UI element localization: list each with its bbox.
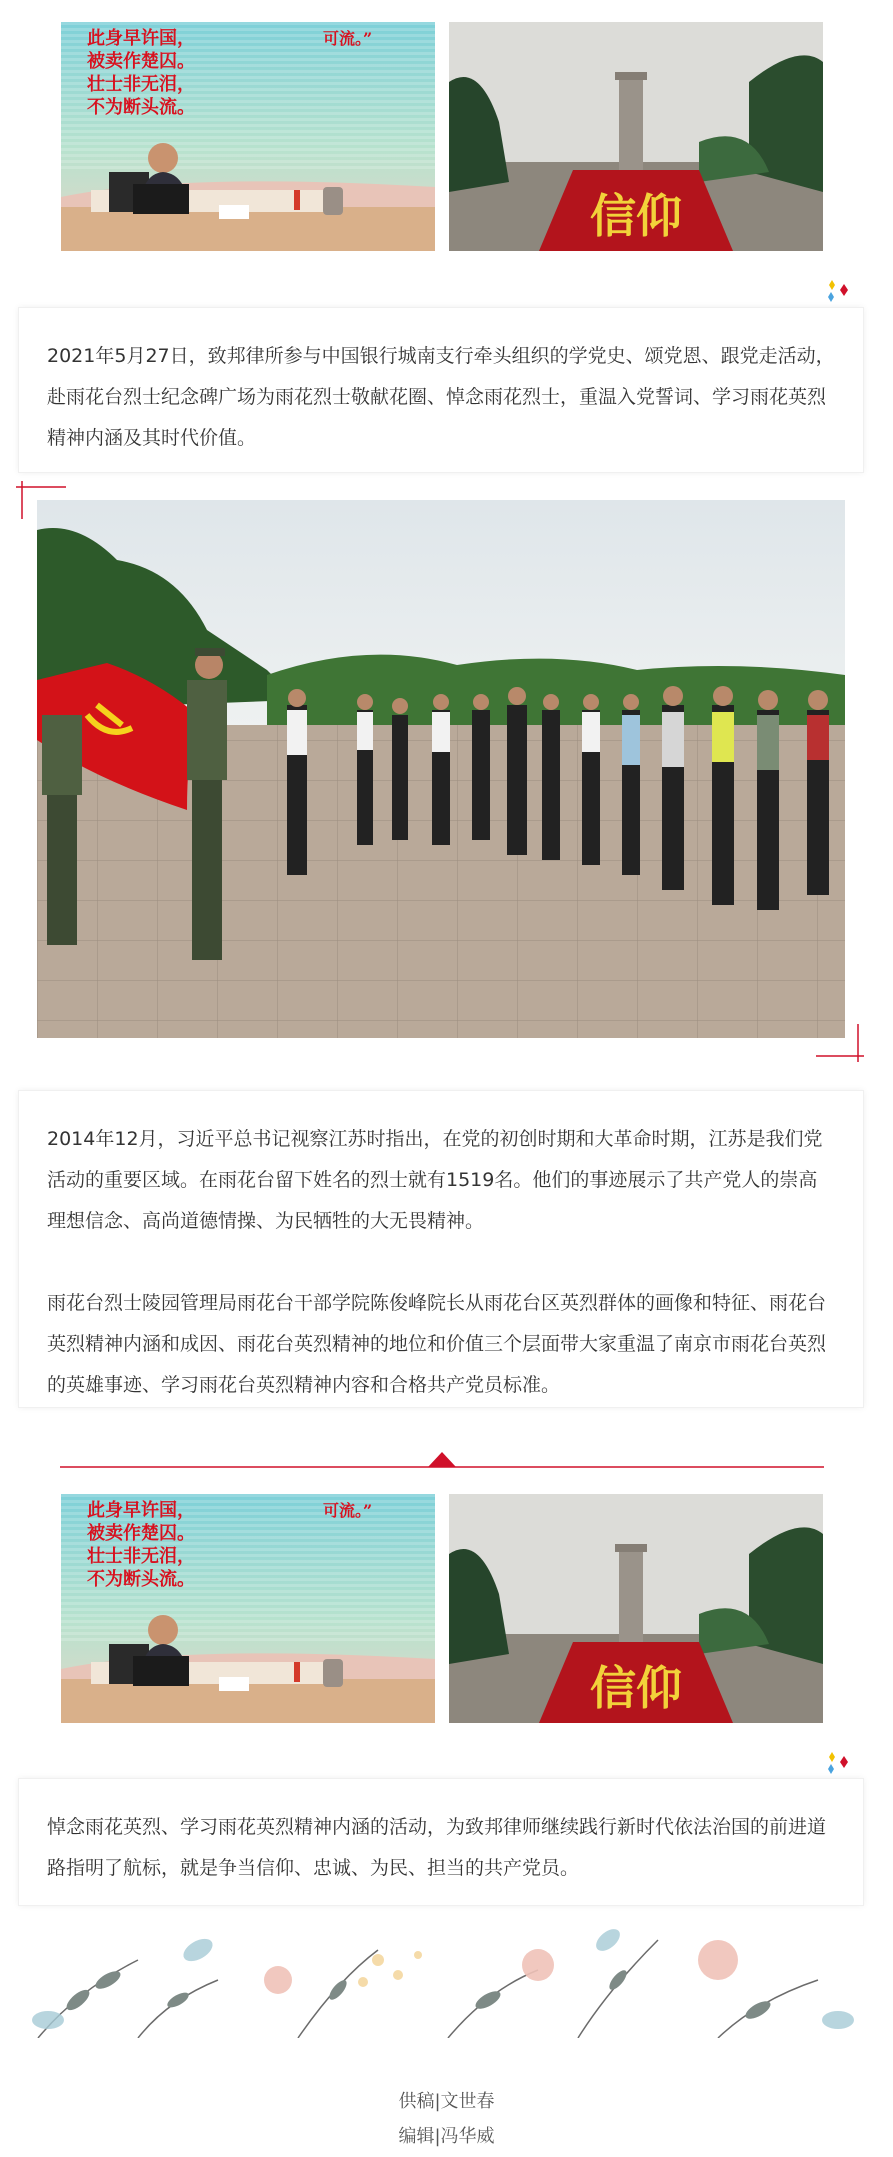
poem-line-4: 不为断头流。 <box>87 1569 195 1590</box>
speech-card <box>18 1090 864 1408</box>
intro-paragraph: 2021年5月27日，致邦律所参与中国银行城南支行牵头组织的学党史、颂党恩、跟党走活动，赴雨花台烈士纪念碑广场为雨花烈士敬献花圈、悼念雨花烈士，重温入党誓词、学习雨花英烈精神内涵及其时代价值。 <box>47 345 835 449</box>
intro-card <box>18 307 864 473</box>
poem-right-fragment: 可流。” <box>323 1501 373 1520</box>
poem-line-4: 不为断头流。 <box>87 97 195 118</box>
monument-photo-top <box>449 22 823 251</box>
corner-mark-bottom-right <box>816 1022 866 1062</box>
monument-photo-bottom <box>449 1494 823 1723</box>
poem-line-2: 被卖作楚囚。 <box>87 51 195 72</box>
section-divider <box>60 1448 824 1472</box>
poem-line-1: 此身早许国， <box>87 28 195 49</box>
lecture-photo-top <box>61 22 435 251</box>
sparkle-icon <box>822 1748 858 1778</box>
flower-text: 信仰 <box>590 189 682 243</box>
contributor-credit: 供稿|文世春 <box>398 2091 495 2112</box>
sparkle-icon <box>822 276 858 306</box>
poem-line-1: 此身早许国， <box>87 1500 195 1521</box>
speech-paragraph-2: 雨花台烈士陵园管理局雨花台干部学院陈俊峰院长从雨花台区英烈群体的画像和特征、雨花台英烈精神内涵和成因、雨花台英烈精神的地位和价值三个层面带大家重温了南京市雨花台英烈的英雄事迹、学习雨花台英烈精神内容和合格共产党员标准。 <box>47 1292 827 1396</box>
poem-line-3: 壮士非无泪， <box>87 1546 195 1567</box>
editor-credit: 编辑|冯华威 <box>398 2126 495 2147</box>
poem-right-fragment: 可流。” <box>323 29 373 48</box>
poem-line-2: 被卖作楚囚。 <box>87 1523 195 1544</box>
closing-card <box>18 1778 864 1906</box>
oath-ceremony-photo <box>37 500 845 1038</box>
closing-paragraph: 悼念雨花英烈、学习雨花英烈精神内涵的活动，为致邦律师继续践行新时代依法治国的前进道路指明了航标，就是争当信仰、忠诚、为民、担当的共产党员。 <box>47 1816 827 1879</box>
speech-paragraph-1: 2014年12月，习近平总书记视察江苏时指出，在党的初创时期和大革命时期，江苏是我们党活动的重要区域。在雨花台留下姓名的烈士就有1519名。他们的事迹展示了共产党人的崇高理想信念、高尚道德情操、为民牺牲的大无畏精神。 <box>47 1128 823 1232</box>
poem-line-3: 壮士非无泪， <box>87 74 195 95</box>
floral-decoration <box>18 1920 864 2038</box>
lecture-photo-bottom <box>61 1494 435 1723</box>
flower-text: 信仰 <box>590 1661 682 1715</box>
